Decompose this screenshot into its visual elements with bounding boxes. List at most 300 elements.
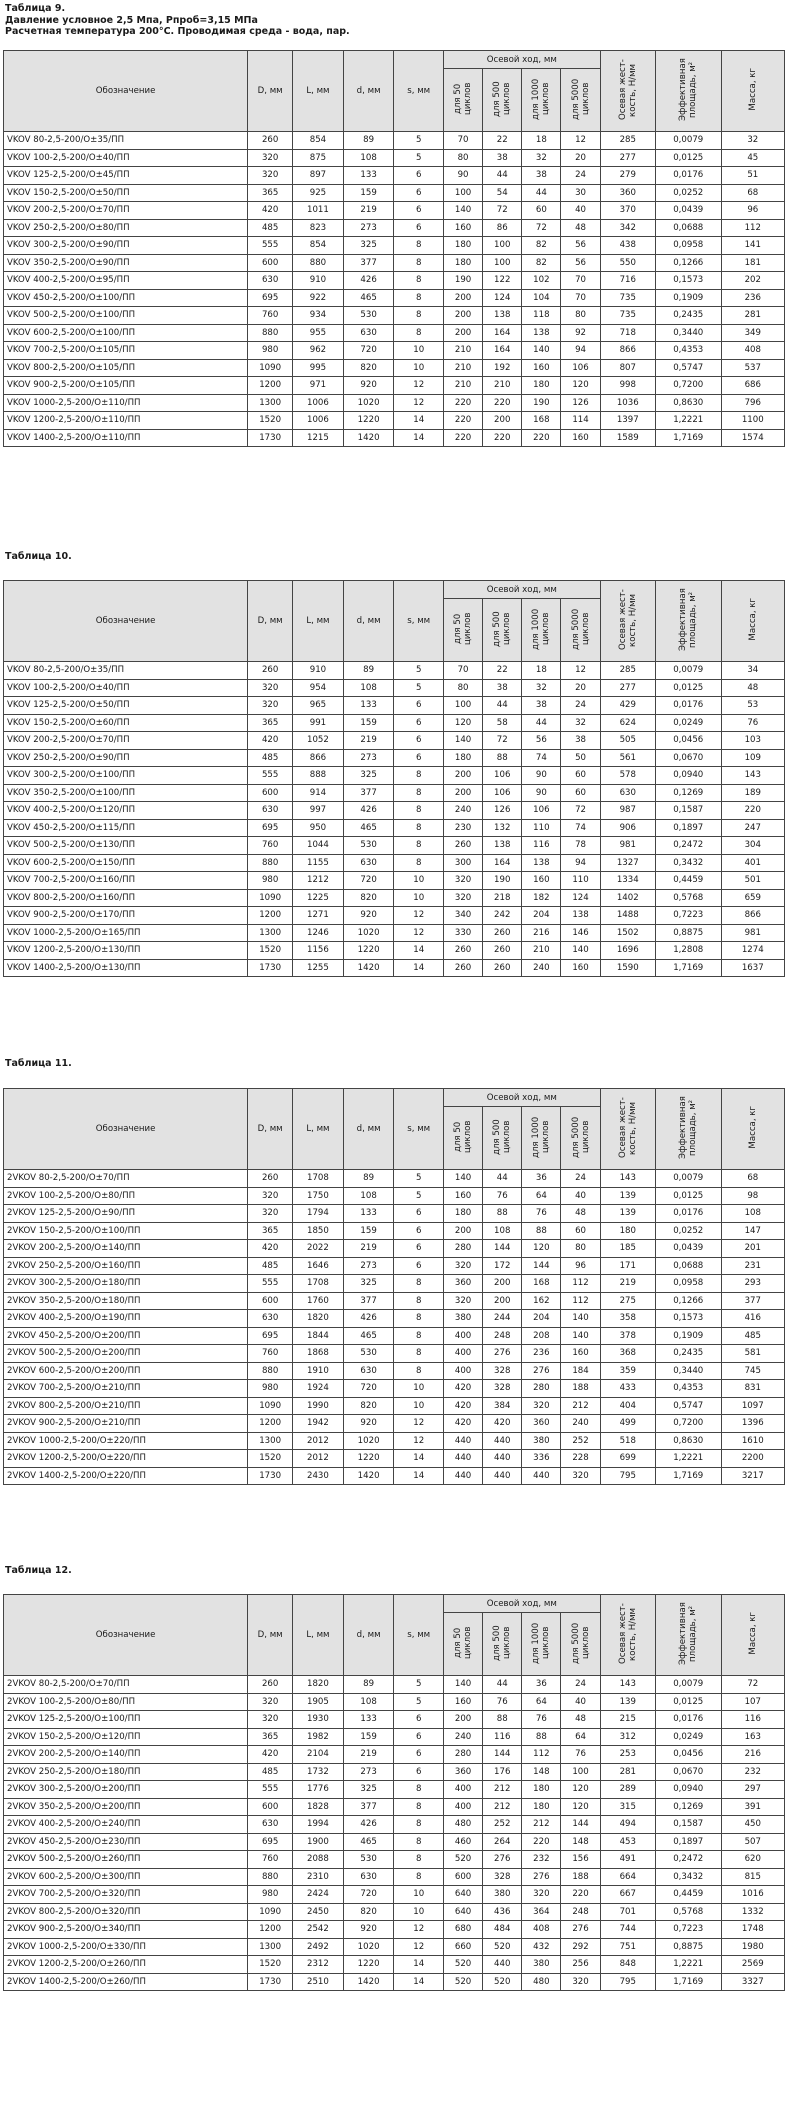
cell-stroke-5000: 256: [561, 1956, 600, 1974]
cell-stroke-5000: 220: [561, 1886, 600, 1904]
cell-stroke-5000: 78: [561, 837, 600, 855]
table-row: [4, 924, 785, 942]
cell-stroke-500: 440: [483, 1956, 522, 1974]
cell-stroke-1000: 220: [522, 429, 561, 447]
table-row: [4, 254, 785, 272]
cell-stroke-5000: 94: [561, 854, 600, 872]
cell-mass: 45: [721, 149, 784, 167]
cell-stiffness: 981: [600, 837, 655, 855]
table-row: [4, 1432, 785, 1450]
cell-stroke-500: 44: [483, 697, 522, 715]
cell-d-inner: 920: [343, 377, 394, 395]
cell-designation: 2VKOV 450-2,5-200/О±230/ПП: [4, 1833, 248, 1851]
cell-stiffness: 219: [600, 1275, 655, 1293]
cell-length: 1750: [293, 1187, 344, 1205]
cell-stiffness: 370: [600, 202, 655, 220]
cell-length: 1794: [293, 1205, 344, 1223]
cell-wall: 14: [394, 429, 444, 447]
col-header-axial-stroke: Осевой ход, мм: [443, 1595, 600, 1613]
table-row: [4, 1956, 785, 1974]
cell-stroke-50: 200: [443, 324, 482, 342]
cell-d-outer: 1090: [248, 889, 293, 907]
cell-d-inner: 133: [343, 697, 394, 715]
cell-length: 854: [293, 237, 344, 255]
cell-length: 962: [293, 342, 344, 360]
cell-stroke-5000: 138: [561, 907, 600, 925]
cell-d-inner: 377: [343, 784, 394, 802]
cell-wall: 8: [394, 784, 444, 802]
cell-stroke-500: 328: [483, 1362, 522, 1380]
col-header-cycles-50: [443, 599, 482, 662]
cell-mass: 297: [721, 1781, 784, 1799]
col-header-wall: s, мм: [394, 1595, 444, 1676]
col-header-d-inner: d, мм: [343, 1595, 394, 1676]
cell-stroke-1000: 168: [522, 412, 561, 430]
cell-stroke-500: 276: [483, 1851, 522, 1869]
cell-stiffness: 289: [600, 1781, 655, 1799]
cell-mass: 620: [721, 1851, 784, 1869]
cell-stroke-50: 100: [443, 184, 482, 202]
cell-stroke-5000: 292: [561, 1938, 600, 1956]
col-header-mass-text: Масса, кг: [747, 1612, 758, 1655]
cell-stiffness: 275: [600, 1292, 655, 1310]
cell-mass: 1016: [721, 1886, 784, 1904]
cell-wall: 8: [394, 1816, 444, 1834]
cell-stroke-5000: 148: [561, 1833, 600, 1851]
cell-designation: VKOV 800-2,5-200/О±105/ПП: [4, 359, 248, 377]
cell-mass: 391: [721, 1798, 784, 1816]
cell-area: 0,0940: [655, 767, 721, 785]
cell-d-outer: 980: [248, 1886, 293, 1904]
table-row: [4, 1798, 785, 1816]
cell-area: 1,7169: [655, 429, 721, 447]
cell-stiffness: 735: [600, 307, 655, 325]
col-header-stiffness: [600, 581, 655, 662]
cell-area: 0,0079: [655, 1170, 721, 1188]
cell-d-outer: 320: [248, 149, 293, 167]
cell-stroke-1000: 18: [522, 662, 561, 680]
cell-stroke-5000: 240: [561, 1415, 600, 1433]
cell-designation: VKOV 1400-2,5-200/О±130/ПП: [4, 959, 248, 977]
cell-d-inner: 133: [343, 1205, 394, 1223]
cell-stroke-50: 80: [443, 679, 482, 697]
cell-d-outer: 555: [248, 237, 293, 255]
cell-stroke-500: 520: [483, 1938, 522, 1956]
cell-designation: 2VKOV 800-2,5-200/О±320/ПП: [4, 1903, 248, 1921]
cell-d-outer: 260: [248, 132, 293, 150]
cell-stroke-500: 328: [483, 1380, 522, 1398]
cell-wall: 8: [394, 854, 444, 872]
cell-stroke-5000: 80: [561, 1240, 600, 1258]
cell-stiffness: 139: [600, 1693, 655, 1711]
cell-mass: 686: [721, 377, 784, 395]
cell-stroke-1000: 160: [522, 872, 561, 890]
cell-designation: VKOV 250-2,5-200/О±80/ПП: [4, 219, 248, 237]
cell-wall: 12: [394, 1938, 444, 1956]
cell-wall: 8: [394, 289, 444, 307]
cell-designation: VKOV 100-2,5-200/О±40/ПП: [4, 679, 248, 697]
cell-stroke-1000: 56: [522, 732, 561, 750]
cell-length: 1646: [293, 1257, 344, 1275]
cell-designation: VKOV 350-2,5-200/О±100/ПП: [4, 784, 248, 802]
cell-wall: 6: [394, 714, 444, 732]
table-row: [4, 732, 785, 750]
cell-stroke-1000: 408: [522, 1921, 561, 1939]
cell-d-outer: 260: [248, 1676, 293, 1694]
cell-area: 0,7223: [655, 907, 721, 925]
cell-designation: 2VKOV 900-2,5-200/О±210/ПП: [4, 1415, 248, 1433]
cell-area: 0,0176: [655, 1711, 721, 1729]
cell-stroke-500: 440: [483, 1450, 522, 1468]
table-row: [4, 802, 785, 820]
col-header-d-outer: D, мм: [248, 51, 293, 132]
cell-d-inner: 630: [343, 324, 394, 342]
pressure-line: Давление условное 2,5 Мпа, Pпроб=3,15 МПа: [5, 14, 258, 26]
cell-wall: 6: [394, 1257, 444, 1275]
cell-designation: 2VKOV 400-2,5-200/О±190/ПП: [4, 1310, 248, 1328]
cell-stroke-1000: 180: [522, 1798, 561, 1816]
cell-area: 0,4353: [655, 342, 721, 360]
cell-designation: VKOV 350-2,5-200/О±90/ПП: [4, 254, 248, 272]
cell-mass: 1332: [721, 1903, 784, 1921]
cell-stroke-1000: 336: [522, 1450, 561, 1468]
cell-designation: 2VKOV 200-2,5-200/О±140/ПП: [4, 1746, 248, 1764]
cell-d-outer: 320: [248, 1187, 293, 1205]
cell-d-inner: 377: [343, 1292, 394, 1310]
cell-stiffness: 1334: [600, 872, 655, 890]
cell-designation: 2VKOV 250-2,5-200/О±180/ПП: [4, 1763, 248, 1781]
table-row: [4, 1257, 785, 1275]
cell-area: 0,1909: [655, 289, 721, 307]
cell-length: 1246: [293, 924, 344, 942]
cell-d-inner: 920: [343, 907, 394, 925]
table-row: [4, 412, 785, 430]
table-row: [4, 1292, 785, 1310]
cell-stroke-50: 280: [443, 1240, 482, 1258]
cell-stroke-50: 400: [443, 1798, 482, 1816]
cell-d-outer: 630: [248, 802, 293, 820]
col-header-designation: Обозначение: [4, 581, 248, 662]
cell-designation: VKOV 200-2,5-200/О±70/ПП: [4, 202, 248, 220]
cell-mass: 501: [721, 872, 784, 890]
cell-d-outer: 1090: [248, 1903, 293, 1921]
cell-d-inner: 89: [343, 1676, 394, 1694]
cell-stroke-5000: 24: [561, 1170, 600, 1188]
cell-stiffness: 368: [600, 1345, 655, 1363]
cell-stroke-1000: 138: [522, 854, 561, 872]
cell-mass: 220: [721, 802, 784, 820]
cell-stroke-5000: 120: [561, 1781, 600, 1799]
cell-mass: 109: [721, 749, 784, 767]
cell-stroke-50: 680: [443, 1921, 482, 1939]
cell-stroke-5000: 140: [561, 1327, 600, 1345]
cell-wall: 12: [394, 924, 444, 942]
cell-stroke-500: 248: [483, 1327, 522, 1345]
cell-mass: 98: [721, 1187, 784, 1205]
cell-length: 1900: [293, 1833, 344, 1851]
cell-wall: 8: [394, 819, 444, 837]
cell-d-inner: 465: [343, 289, 394, 307]
cell-wall: 12: [394, 1921, 444, 1939]
col-header-d-inner: d, мм: [343, 581, 394, 662]
cell-stroke-50: 140: [443, 732, 482, 750]
cell-d-outer: 695: [248, 289, 293, 307]
cell-d-outer: 1300: [248, 1938, 293, 1956]
cell-d-outer: 320: [248, 167, 293, 185]
cell-area: 0,4459: [655, 872, 721, 890]
cell-stiffness: 578: [600, 767, 655, 785]
cell-length: 991: [293, 714, 344, 732]
cell-stroke-500: 264: [483, 1833, 522, 1851]
cell-stroke-500: 420: [483, 1415, 522, 1433]
table-row: [4, 167, 785, 185]
col-header-designation: Обозначение: [4, 1089, 248, 1170]
cell-stiffness: 215: [600, 1711, 655, 1729]
cell-designation: 2VKOV 300-2,5-200/О±180/ПП: [4, 1275, 248, 1293]
cell-stroke-50: 220: [443, 429, 482, 447]
cell-d-inner: 273: [343, 219, 394, 237]
col-header-cycles-50-text: для 50 циклов: [453, 82, 474, 115]
cell-wall: 10: [394, 1903, 444, 1921]
cell-stroke-50: 200: [443, 767, 482, 785]
col-header-cycles-1000: [522, 599, 561, 662]
table-row: [4, 784, 785, 802]
cell-area: 0,0456: [655, 1746, 721, 1764]
cell-area: 0,0439: [655, 202, 721, 220]
cell-stroke-5000: 140: [561, 1310, 600, 1328]
cell-designation: 2VKOV 1400-2,5-200/О±220/ПП: [4, 1467, 248, 1485]
cell-designation: VKOV 150-2,5-200/О±60/ПП: [4, 714, 248, 732]
cell-stiffness: 561: [600, 749, 655, 767]
cell-area: 0,1573: [655, 272, 721, 290]
cell-designation: VKOV 700-2,5-200/О±105/ПП: [4, 342, 248, 360]
cell-d-outer: 630: [248, 272, 293, 290]
cell-area: 0,0249: [655, 1728, 721, 1746]
cell-stroke-500: 108: [483, 1222, 522, 1240]
cell-stroke-1000: 276: [522, 1362, 561, 1380]
cell-stroke-500: 86: [483, 219, 522, 237]
cell-stroke-1000: 210: [522, 942, 561, 960]
cell-designation: VKOV 900-2,5-200/О±105/ПП: [4, 377, 248, 395]
cell-d-outer: 980: [248, 1380, 293, 1398]
cell-stroke-500: 218: [483, 889, 522, 907]
cell-d-outer: 880: [248, 1362, 293, 1380]
cell-d-inner: 89: [343, 132, 394, 150]
cell-d-outer: 485: [248, 1257, 293, 1275]
cell-area: 0,1269: [655, 784, 721, 802]
cell-area: 0,0439: [655, 1240, 721, 1258]
cell-stroke-50: 120: [443, 714, 482, 732]
cell-stroke-5000: 38: [561, 732, 600, 750]
cell-designation: VKOV 400-2,5-200/О±120/ПП: [4, 802, 248, 820]
cell-stroke-1000: 88: [522, 1222, 561, 1240]
cell-wall: 10: [394, 1380, 444, 1398]
cell-stroke-500: 328: [483, 1868, 522, 1886]
table-12-caption: Таблица 12.: [5, 1565, 72, 1576]
cell-stroke-50: 520: [443, 1973, 482, 1991]
cell-mass: 981: [721, 924, 784, 942]
cell-stroke-1000: 64: [522, 1693, 561, 1711]
cell-length: 1942: [293, 1415, 344, 1433]
cell-mass: 231: [721, 1257, 784, 1275]
cell-d-inner: 720: [343, 1886, 394, 1904]
cell-stiffness: 667: [600, 1886, 655, 1904]
table-row: [4, 854, 785, 872]
cell-mass: 745: [721, 1362, 784, 1380]
cell-stroke-50: 100: [443, 697, 482, 715]
cell-mass: 216: [721, 1746, 784, 1764]
cell-mass: 1274: [721, 942, 784, 960]
cell-designation: 2VKOV 350-2,5-200/О±200/ПП: [4, 1798, 248, 1816]
cell-wall: 6: [394, 1205, 444, 1223]
cell-area: 1,7169: [655, 1467, 721, 1485]
spec-table-9: [3, 50, 785, 447]
cell-stroke-5000: 12: [561, 132, 600, 150]
cell-d-inner: 630: [343, 1868, 394, 1886]
table-row: [4, 1397, 785, 1415]
cell-stiffness: 285: [600, 132, 655, 150]
cell-stroke-50: 140: [443, 1170, 482, 1188]
cell-stroke-500: 72: [483, 202, 522, 220]
cell-area: 0,0079: [655, 662, 721, 680]
cell-stroke-5000: 94: [561, 342, 600, 360]
col-header-area-text: Эффективная площадь, м²: [678, 1096, 699, 1159]
cell-area: 0,0670: [655, 1763, 721, 1781]
cell-d-outer: 320: [248, 697, 293, 715]
cell-area: 0,7223: [655, 1921, 721, 1939]
cell-length: 1052: [293, 732, 344, 750]
cell-stroke-50: 90: [443, 167, 482, 185]
cell-designation: 2VKOV 400-2,5-200/О±240/ПП: [4, 1816, 248, 1834]
cell-stroke-5000: 160: [561, 1345, 600, 1363]
cell-d-outer: 760: [248, 307, 293, 325]
table-row: [4, 697, 785, 715]
cell-stiffness: 143: [600, 1170, 655, 1188]
cell-stroke-1000: 76: [522, 1205, 561, 1223]
cell-stroke-50: 420: [443, 1380, 482, 1398]
cell-d-outer: 260: [248, 1170, 293, 1188]
cell-wall: 6: [394, 697, 444, 715]
cell-d-inner: 920: [343, 1415, 394, 1433]
cell-stroke-5000: 76: [561, 1746, 600, 1764]
cell-area: 0,8875: [655, 924, 721, 942]
cell-mass: 76: [721, 714, 784, 732]
table-row: [4, 942, 785, 960]
cell-wall: 6: [394, 167, 444, 185]
cell-mass: 1637: [721, 959, 784, 977]
cell-d-inner: 219: [343, 732, 394, 750]
cell-stroke-50: 480: [443, 1816, 482, 1834]
cell-d-inner: 820: [343, 1903, 394, 1921]
cell-stroke-500: 260: [483, 942, 522, 960]
cell-length: 910: [293, 662, 344, 680]
cell-stroke-50: 200: [443, 1222, 482, 1240]
cell-stroke-1000: 38: [522, 697, 561, 715]
cell-area: 0,1266: [655, 1292, 721, 1310]
cell-stroke-5000: 320: [561, 1973, 600, 1991]
cell-wall: 6: [394, 732, 444, 750]
col-header-cycles-5000: [561, 1613, 600, 1676]
cell-designation: VKOV 80-2,5-200/О±35/ПП: [4, 132, 248, 150]
cell-stiffness: 281: [600, 1763, 655, 1781]
cell-stroke-1000: 104: [522, 289, 561, 307]
cell-stroke-5000: 70: [561, 289, 600, 307]
cell-mass: 141: [721, 237, 784, 255]
cell-stroke-50: 200: [443, 1711, 482, 1729]
cell-stroke-500: 122: [483, 272, 522, 290]
cell-mass: 1100: [721, 412, 784, 430]
cell-stroke-1000: 90: [522, 767, 561, 785]
col-header-wall: s, мм: [394, 1089, 444, 1170]
cell-mass: 189: [721, 784, 784, 802]
cell-stiffness: 180: [600, 1222, 655, 1240]
cell-stroke-50: 640: [443, 1886, 482, 1904]
cell-stroke-1000: 232: [522, 1851, 561, 1869]
cell-wall: 10: [394, 342, 444, 360]
table-row: [4, 1170, 785, 1188]
cell-d-inner: 219: [343, 1240, 394, 1258]
cell-d-inner: 465: [343, 819, 394, 837]
cell-d-outer: 600: [248, 254, 293, 272]
cell-stiffness: 378: [600, 1327, 655, 1345]
cell-area: 0,0670: [655, 749, 721, 767]
cell-length: 1212: [293, 872, 344, 890]
cell-stroke-500: 200: [483, 412, 522, 430]
cell-stroke-500: 58: [483, 714, 522, 732]
cell-area: 0,1897: [655, 1833, 721, 1851]
cell-stroke-50: 340: [443, 907, 482, 925]
cell-stiffness: 795: [600, 1467, 655, 1485]
cell-stroke-1000: 182: [522, 889, 561, 907]
cell-wall: 10: [394, 872, 444, 890]
cell-d-outer: 760: [248, 837, 293, 855]
cell-stiffness: 1590: [600, 959, 655, 977]
cell-stroke-50: 180: [443, 237, 482, 255]
cell-d-inner: 1020: [343, 1432, 394, 1450]
cell-designation: 2VKOV 80-2,5-200/О±70/ПП: [4, 1676, 248, 1694]
col-header-cycles-500: [483, 1613, 522, 1676]
cell-d-inner: 630: [343, 1362, 394, 1380]
cell-stroke-500: 164: [483, 324, 522, 342]
cell-stroke-500: 384: [483, 1397, 522, 1415]
cell-area: 0,2472: [655, 1851, 721, 1869]
cell-length: 1006: [293, 412, 344, 430]
cell-stroke-500: 220: [483, 429, 522, 447]
cell-stroke-500: 190: [483, 872, 522, 890]
cell-stiffness: 342: [600, 219, 655, 237]
cell-stroke-5000: 60: [561, 784, 600, 802]
cell-stiffness: 735: [600, 289, 655, 307]
cell-mass: 293: [721, 1275, 784, 1293]
cell-stroke-1000: 320: [522, 1397, 561, 1415]
cell-stiffness: 550: [600, 254, 655, 272]
cell-length: 2022: [293, 1240, 344, 1258]
cell-wall: 14: [394, 942, 444, 960]
cell-wall: 14: [394, 959, 444, 977]
col-header-stiffness: [600, 51, 655, 132]
col-header-axial-stroke: Осевой ход, мм: [443, 51, 600, 69]
cell-d-inner: 108: [343, 1693, 394, 1711]
cell-wall: 5: [394, 149, 444, 167]
cell-length: 875: [293, 149, 344, 167]
col-header-length: L, мм: [293, 1089, 344, 1170]
cell-stiffness: 866: [600, 342, 655, 360]
cell-stroke-500: 172: [483, 1257, 522, 1275]
cell-d-outer: 980: [248, 872, 293, 890]
cell-length: 1776: [293, 1781, 344, 1799]
cell-stiffness: 253: [600, 1746, 655, 1764]
cell-stroke-1000: 88: [522, 1728, 561, 1746]
